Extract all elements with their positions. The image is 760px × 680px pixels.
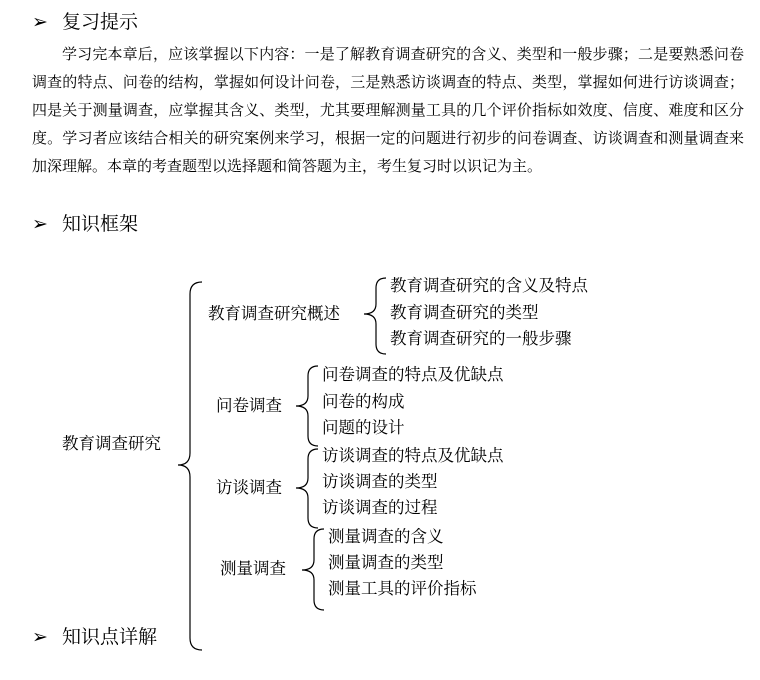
section-title: 复习提示 bbox=[62, 11, 139, 33]
tree-branch: 问卷调查 bbox=[216, 396, 282, 415]
tree-branch: 访谈调查 bbox=[216, 478, 282, 497]
section-title: 知识框架 bbox=[62, 213, 139, 235]
tree-leaf: 测量调查的含义 bbox=[328, 527, 444, 546]
tree-leaf: 访谈调查的特点及优缺点 bbox=[322, 446, 504, 465]
review-paragraph: 学习完本章后，应该掌握以下内容：一是了解教育调查研究的含义、类型和一般步骤；二是要熟悉问卷调查的特点、问卷的结构，掌握如何设计问卷，三是熟悉访谈调查的特点、类型，掌握如何进行访谈调查；四是关于测量调查，应掌握其含义、类型，尤其要理解测量工具的几个评价指标如效度、信度、难度和区分度。学习者应该结合相关的研究案例来学习，根据一定的问题进行初步的问卷调查、访谈调查和测量调查来加深理解。本章的考查题型以选择题和简答题为主，考生复习时以识记为主。 bbox=[32, 45, 744, 175]
tree-leaf: 访谈调查的过程 bbox=[322, 498, 438, 517]
tree-branch: 测量调查 bbox=[220, 559, 286, 578]
arrow-bullet-icon: ➢ bbox=[32, 11, 48, 33]
tree-leaf: 问卷的构成 bbox=[322, 392, 405, 411]
tree-leaf: 访谈调查的类型 bbox=[322, 472, 438, 491]
section-title: 知识点详解 bbox=[62, 626, 158, 648]
arrow-bullet-icon: ➢ bbox=[32, 626, 48, 648]
tree-branch: 教育调查研究概述 bbox=[208, 304, 340, 323]
tree-leaf: 教育调查研究的一般步骤 bbox=[390, 329, 572, 348]
tree-leaf: 测量工具的评价指标 bbox=[328, 579, 477, 598]
tree-leaf: 问题的设计 bbox=[322, 418, 405, 437]
arrow-bullet-icon: ➢ bbox=[32, 213, 48, 235]
tree-root: 教育调查研究 bbox=[62, 434, 161, 453]
tree-leaf: 教育调查研究的含义及特点 bbox=[390, 276, 588, 295]
tree-leaf: 教育调查研究的类型 bbox=[390, 303, 539, 322]
tree-leaf: 问卷调查的特点及优缺点 bbox=[322, 365, 504, 384]
tree-leaf: 测量调查的类型 bbox=[328, 553, 444, 572]
